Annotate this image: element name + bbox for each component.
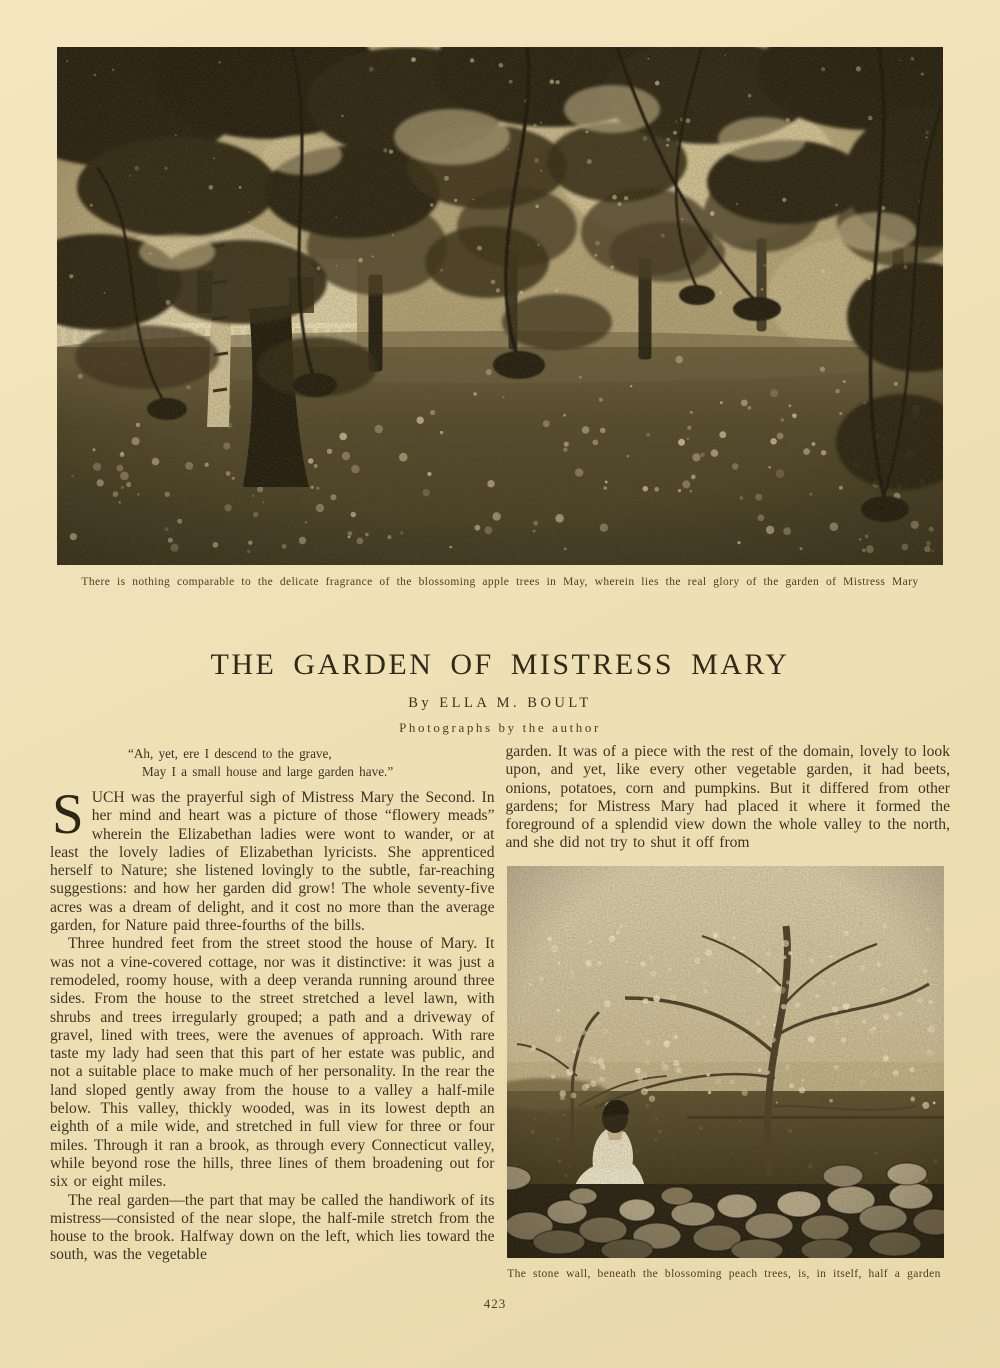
paragraph-3: The real garden—the part that may be called the handiwork of its mistress—consisted of the near slope, the half-mile stretch from the house to the brook. Halfway down on the left, which lies toward the south, was the vegetable — [50, 1191, 495, 1264]
epigraph-line-1: “Ah, yet, ere I descend to the grave, — [128, 746, 332, 761]
side-photo-caption: The stone wall, beneath the blossoming peach trees, is, in itself, half a garden — [507, 1267, 941, 1280]
byline: By ELLA M. BOULT — [408, 695, 592, 711]
apple-orchard-photo — [57, 47, 943, 565]
paragraph-1-text: UCH was the prayerful sigh of Mistress Mary the Second. In her mind and heart was a picture of those “flowery meads” wherein the Elizabethan ladies were wont to wander, or at least the lovely ladies of Elizabethan lyricists. She apprenticed herself to Nature; she listened lovingly to the subtle, far-reaching suggestions: and how her garden did grow! The whole seventy-five acres was a dream of delight, and it cost no more than the average garden, for Nature paid three-fourths of the bills. — [50, 789, 495, 935]
paragraph-1 — [50, 783, 495, 935]
epigraph-line-2: May I a small house and large garden have.” — [142, 763, 394, 779]
paragraph-2: Three hundred feet from the street stood the house of Mary. It was not a vine-covered cottage, nor was it distinctive: it was just a remodeled, roomy house, with a deep veranda running around three sides. From the house to the street stretched a level lawn, with shrubs and trees irregularly grouped; a path and a driveway of gravel, lined with trees, were the avenues of approach. With rare taste my lady had seen that this part of her estate was public, and not a suitable place to make much of her personality. In the rear the land sloped gently away from the house to a valley a half-mile below. This valley, thickly wooded, was in its lowest depth an eighth of a mile wide, and stretched in full view for three or four miles. Through it ran a brook, as through every Connecticut valley, while beyond rose the hills, three lines of them broadening out for six or eight miles. — [50, 935, 495, 1191]
drop-cap: S — [52, 783, 84, 846]
paragraph-4: garden. It was of a piece with the rest of the domain, lovely to look upon, and yet, like every other vegetable garden, it had beets, onions, potatoes, corn and pumpkins. But it differed from other gardens; for Mistress Mary had placed it where it formed the foreground of a splendid view down the whole valley to the north, and she did not try to shut it off from — [505, 743, 950, 852]
right-column — [506, 743, 951, 1284]
photo-credit: Photographs by the author — [399, 720, 601, 735]
stone-wall-photo — [507, 866, 944, 1258]
apple-orchard-illustration — [57, 47, 943, 565]
left-column — [50, 743, 495, 1284]
article-body — [50, 743, 950, 1284]
stone-wall-illustration — [507, 866, 944, 1258]
page-title: THE GARDEN OF MISTRESS MARY — [210, 648, 790, 681]
epigraph — [128, 745, 495, 780]
top-photo-caption: There is nothing comparable to the delicate fragrance of the blossoming apple trees in May, wherein lies the real glory of the garden of Mistress Mary — [81, 576, 919, 588]
page-number: 423 — [483, 1296, 507, 1311]
